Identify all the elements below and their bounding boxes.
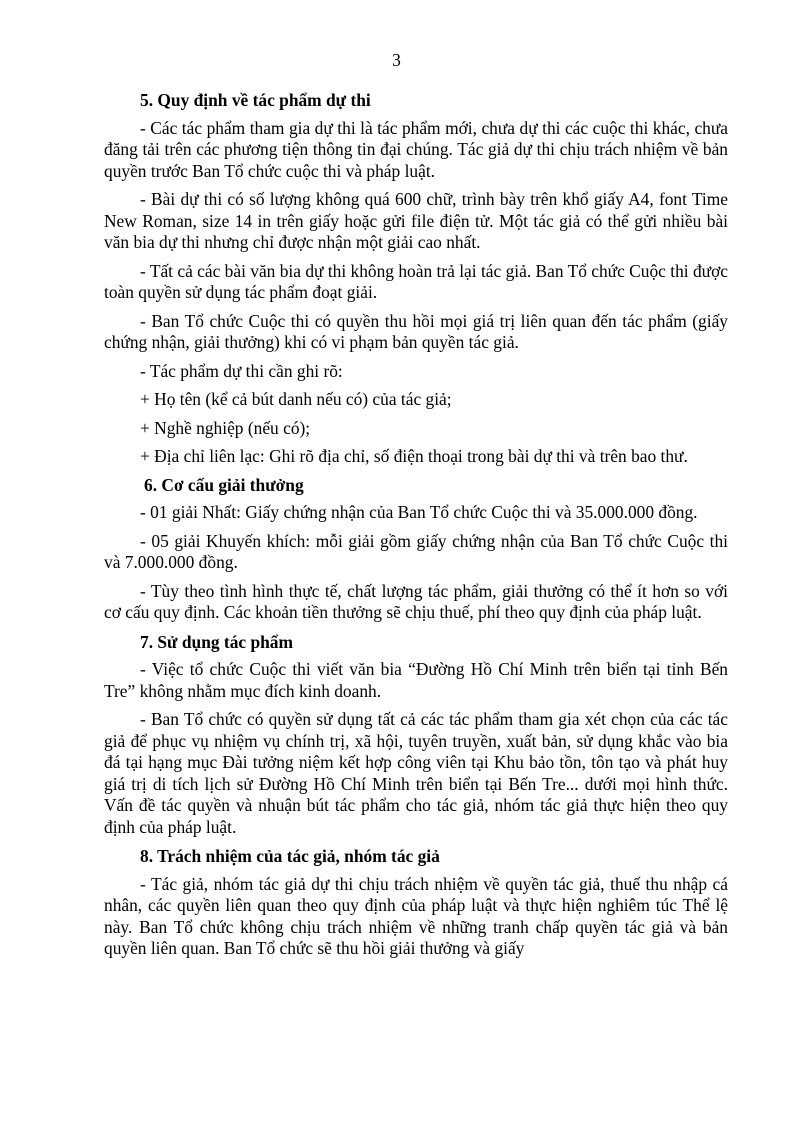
paragraph: - 05 giải Khuyến khích: mỗi giải gồm giấy chứng nhận của Ban Tổ chức Cuộc thi và 7.000.000 đồng. — [104, 530, 728, 572]
list-item: + Địa chỉ liên lạc: Ghi rõ địa chỉ, số điện thoại trong bài dự thi và trên bao thư. — [140, 446, 688, 466]
paragraph: - Ban Tổ chức có quyền sử dụng tất cả các tác phẩm tham gia xét chọn của các tác giả để phục vụ nhiệm vụ chính trị, xã hội, tuyên truyền, xuất bản, sử dụng khắc vào bia đá tại hạng mục Đài tưởng niệm kết hợp công viên tại Khu bảo tồn, tôn tạo và phát huy giá trị di tích lịch sử Đường Hồ Chí Minh trên biển tại Bến Tre... dưới mọi hình thức. Vấn đề tác quyền và nhuận bút tác phẩm cho tác giả, nhóm tác giả thực hiện theo quy định của pháp luật. — [104, 709, 728, 837]
section-6-heading: 6. Cơ cấu giải thưởng — [144, 474, 304, 495]
paragraph: - Việc tổ chức Cuộc thi viết văn bia “Đường Hồ Chí Minh trên biển tại tỉnh Bến Tre” không nhằm mục đích kinh doanh. — [104, 659, 728, 701]
section-5-heading: 5. Quy định về tác phẩm dự thi — [140, 90, 371, 110]
section-7-heading: 7. Sử dụng tác phẩm — [140, 631, 293, 652]
section-8-heading: 8. Trách nhiệm của tác giả, nhóm tác giả — [140, 846, 440, 866]
paragraph: - Các tác phẩm tham gia dự thi là tác phẩm mới, chưa dự thi các cuộc thi khác, chưa đăng tải trên các phương tiện thông tin đại chúng. Tác giả dự thi chịu trách nhiệm về bản quyền trước Ban Tổ chức cuộc thi và pháp luật. — [104, 117, 728, 181]
paragraph: - Tất cả các bài văn bia dự thi không hoàn trả lại tác giả. Ban Tổ chức Cuộc thi được toàn quyền sử dụng tác phẩm đoạt giải. — [104, 260, 728, 302]
list-item: + Nghề nghiệp (nếu có); — [140, 417, 311, 438]
page-number: 3 — [392, 50, 401, 70]
paragraph: - Tùy theo tình hình thực tế, chất lượng tác phẩm, giải thưởng có thể ít hơn so với cơ cấu quy định. Các khoản tiền thưởng sẽ chịu thuế, phí theo quy định của pháp luật. — [104, 580, 728, 622]
paragraph: - 01 giải Nhất: Giấy chứng nhận của Ban Tổ chức Cuộc thi và 35.000.000 đồng. — [140, 502, 698, 522]
paragraph: - Bài dự thi có số lượng không quá 600 chữ, trình bày trên khổ giấy A4, font Time New Roman, size 14 in trên giấy hoặc gửi file điện tử. Một tác giả có thể gửi nhiều bài văn bia dự thi nhưng chỉ được nhận một giải cao nhất. — [104, 189, 728, 252]
paragraph: - Tác phẩm dự thi cần ghi rõ: — [140, 360, 343, 381]
paragraph: - Ban Tổ chức Cuộc thi có quyền thu hồi mọi giá trị liên quan đến tác phẩm (giấy chứng nhận, giải thưởng) khi có vi phạm bản quyền tác giả. — [104, 310, 728, 352]
document-body — [104, 90, 728, 960]
paragraph: - Tác giả, nhóm tác giả dự thi chịu trách nhiệm về quyền tác giả, thuế thu nhập cá nhân, các quyền liên quan theo quy định của pháp luật và thực hiện nghiêm túc Thể lệ này. Ban Tổ chức không chịu trách nhiệm về những tranh chấp quyền tác giả và bản quyền liên quan. Ban Tổ chức sẽ thu hồi giải thưởng và giấy — [104, 873, 728, 958]
list-item: + Họ tên (kể cả bút danh nếu có) của tác giả; — [140, 389, 452, 409]
